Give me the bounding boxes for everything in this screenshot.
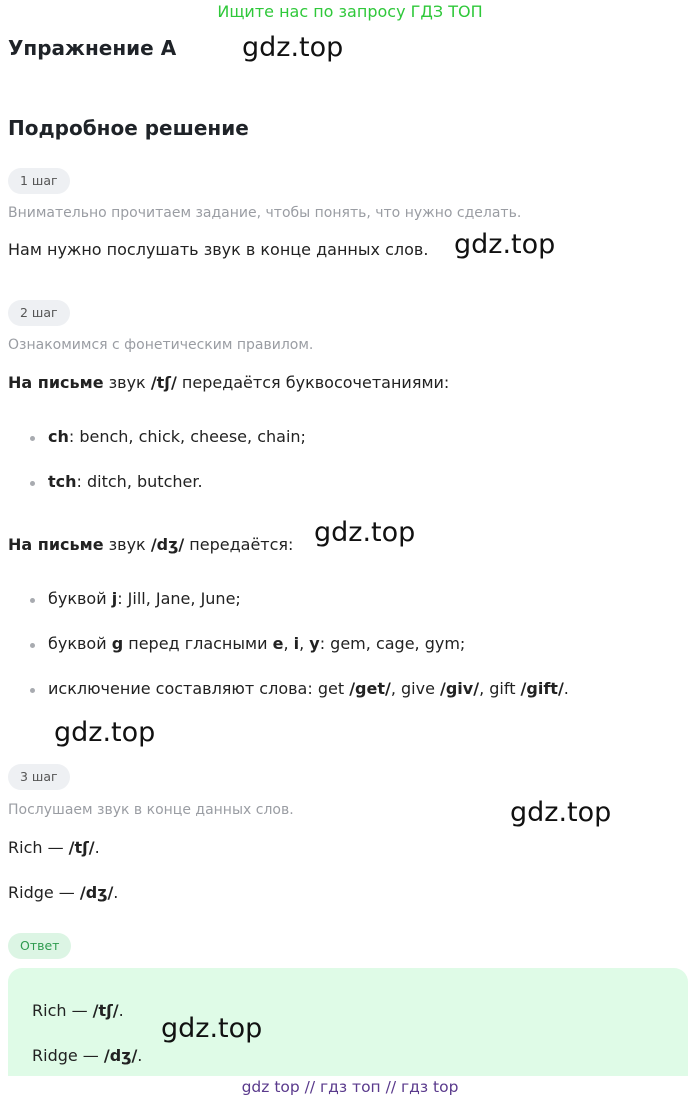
step-1-hint: Внимательно прочитаем задание, чтобы понять, что нужно сделать. [8,205,522,221]
footer-links: gdz top // гдз топ // гдз top [241,1078,459,1096]
step-3-hint: Послушаем звук в конце данных слов. [8,802,294,818]
watermark: gdz.top [161,1013,263,1044]
list-item: tch: ditch, butcher. [48,472,203,491]
bullet [30,436,35,441]
step-3-badge: 3 шаг [8,764,70,790]
step-2-hint: Ознакомимся с фонетическим правилом. [8,337,314,353]
bullet [30,598,35,603]
answer-line: Rich — /tʃ/. [32,1001,124,1020]
list-item: буквой g перед гласными e, i, y: gem, cage, gym; [48,634,466,653]
search-banner: Ищите нас по запросу ГДЗ ТОП [217,2,483,21]
step-1-text: Нам нужно послушать звук в конце данных слов. [8,240,429,259]
step-3-line: Rich — /tʃ/. [8,838,100,857]
watermark: gdz.top [454,229,556,260]
rule-tsh: На письме звук /tʃ/ передаётся буквосочетаниями: [8,373,450,392]
answer-badge: Ответ [8,933,71,959]
watermark: gdz.top [314,517,416,548]
bullet [30,481,35,486]
list-item: исключение составляют слова: get /get/, give /giv/, gift /gift/. [48,679,569,698]
watermark: gdz.top [242,32,344,63]
step-1-badge: 1 шаг [8,168,70,194]
section-title: Подробное решение [8,116,249,140]
rule-dzh: На письме звук /dʒ/ передаётся: [8,535,294,554]
watermark: gdz.top [510,797,612,828]
page-title: Упражнение A [8,36,177,60]
bullet [30,688,35,693]
watermark: gdz.top [54,717,156,748]
list-item: буквой j: Jill, Jane, June; [48,589,241,608]
step-2-badge: 2 шаг [8,300,70,326]
step-3-line: Ridge — /dʒ/. [8,883,119,902]
bullet [30,643,35,648]
answer-line: Ridge — /dʒ/. [32,1046,143,1065]
list-item: ch: bench, chick, cheese, chain; [48,427,306,446]
